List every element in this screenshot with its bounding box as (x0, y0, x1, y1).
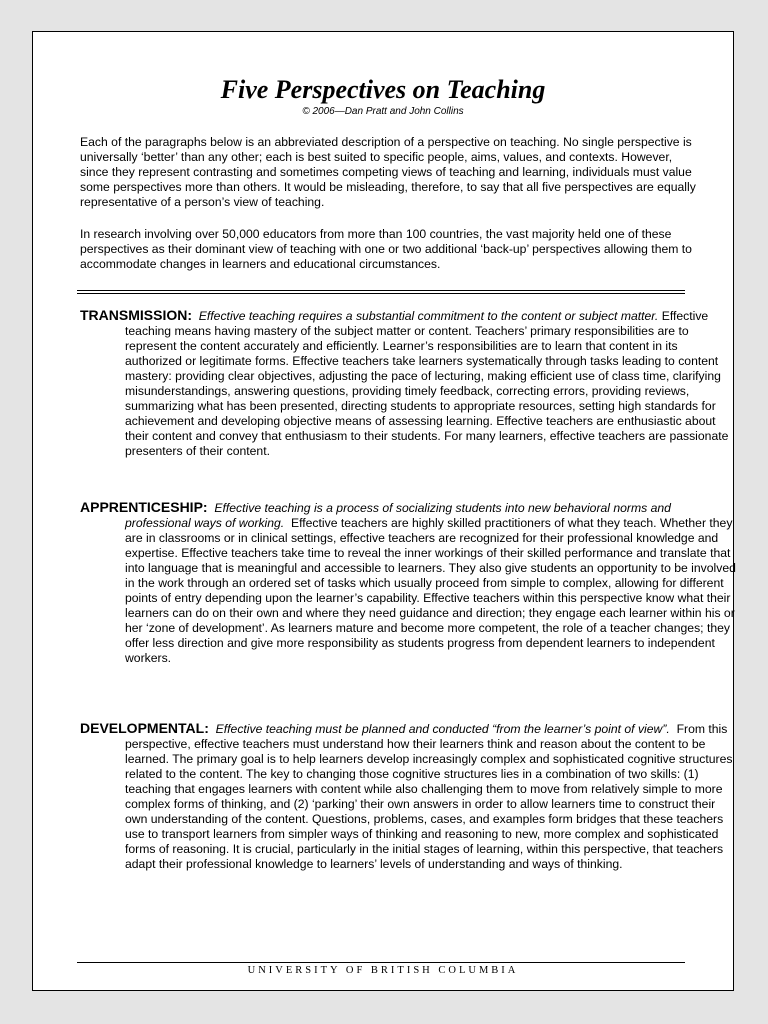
section-divider (77, 290, 685, 291)
document-footer: UNIVERSITY OF BRITISH COLUMBIA (247, 965, 519, 976)
document-page (32, 31, 734, 991)
section-lead: Effective teaching must be planned and conducted “from the learner’s point of view”. (215, 722, 670, 736)
section-heading: TRANSMISSION: (80, 307, 192, 323)
document-byline: © 2006—Dan Pratt and John Collins (302, 106, 464, 117)
intro-paragraph: In research involving over 50,000 educators from more than 100 countries, the vast majority held one of these perspectives as their dominant view of teaching with one or two additional ‘back-up’ perspectives allowing them to accommodate changes in learners and educational circumstances. (80, 227, 692, 271)
footer-divider (77, 962, 685, 963)
section-lead: Effective teaching is a process of socializing students into new behavioral norms and professional ways of working. (125, 501, 671, 530)
section-apprenticeship (80, 500, 737, 666)
section-divider (77, 293, 685, 294)
intro-paragraph: Each of the paragraphs below is an abbreviated description of a perspective on teaching. No single perspective is universally ‘better’ than any other; each is best suited to specific people, aims, values, and contexts. However, since they represent contrasting and sometimes competing views of teaching and learning, individuals must value some perspectives more than others. It would be misleading, therefore, to say that all five perspectives are equally representative of a person’s view of teaching. (80, 135, 696, 209)
section-body: Effective teachers are highly skilled practitioners of what they teach. Whether they are in classrooms or in clinical settings, effective teachers are recognized for their professional knowledge and expertise. Effective teachers take time to reveal the inner workings of their skilled performance and translate that into language that is meaningful and accessible to learners. They also give students an opportunity to be involved in the work through an ordered set of tasks which usually proceed from simple to complex, allowing for different points of entry depending upon the learner’s capability. Effective teachers within this perspective know what their learners can do on their own and where they need guidance and direction; they engage each learner within his or her ‘zone of development’. As learners mature and become more competent, the role of a teacher changes; they offer less direction and give more responsibility as students progress from dependent learners to independent workers. (125, 516, 736, 665)
section-heading: APPRENTICESHIP: (80, 499, 208, 515)
section-body: Effective teaching means having mastery of the subject matter or content. Teachers’ primary responsibilities are to represent the content accurately and efficiently. Learner’s responsibilities are to learn that content in its authorized or legitimate forms. Effective teachers take learners systematically through tasks leading to content mastery: providing clear objectives, adjusting the pace of lecturing, making efficient use of class time, clarifying misunderstandings, answering questions, providing timely feedback, correcting errors, providing reviews, summarizing what has been presented, directing students to appropriate resources, setting high standards for achievement and developing objective means of assessing learning. Effective teachers are enthusiastic about their content and convey that enthusiasm to their students. For many learners, effective teachers are passionate presenters of their content. (125, 309, 729, 458)
section-heading: DEVELOPMENTAL: (80, 720, 209, 736)
section-transmission (80, 308, 737, 459)
document-title: Five Perspectives on Teaching (220, 75, 546, 104)
section-developmental (80, 721, 737, 872)
section-lead: Effective teaching requires a substantial commitment to the content or subject matter. (198, 309, 659, 323)
section-body: From this perspective, effective teachers must understand how their learners think and reason about the content to be learned. The primary goal is to help learners develop increasingly complex and sophisticated cognitive structures related to the content. The key to changing those cognitive structures lies in a combination of two skills: (1) teaching that engages learners with content while also challenging them to move from relatively simple to more complex forms of thinking, and (2) ‘parking’ their own answers in order to allow learners time to construct their own understanding of the content. Questions, problems, cases, and examples form bridges that these teachers use to transport learners from simpler ways of thinking and reasoning to new, more complex and sophisticated forms of reasoning. It is crucial, particularly in the initial stages of learning, within this perspective, that teachers adapt their professional knowledge to learners’ levels of understanding and ways of thinking. (125, 722, 733, 871)
